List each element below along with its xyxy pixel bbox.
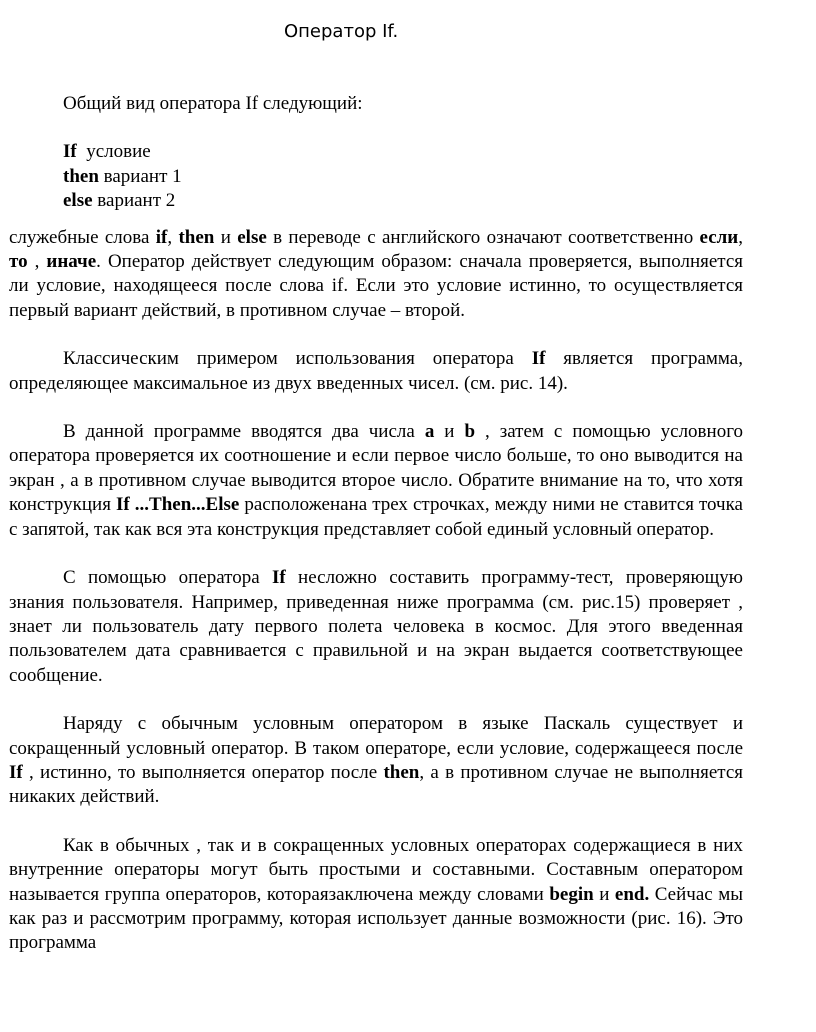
- text: ,: [738, 226, 744, 248]
- paragraph-test: [9, 566, 743, 688]
- syntax-text: условие: [76, 141, 151, 163]
- syntax-line-else: [63, 189, 743, 213]
- text: в переводе с английского означают соответственно: [266, 226, 700, 248]
- text: и: [214, 226, 238, 248]
- page-title: Оператор If.: [284, 21, 399, 42]
- text: и: [434, 421, 465, 443]
- document-body: [9, 92, 744, 956]
- text: Сейчас мы как раз и рассмотрим программу, которая использует данные возможности (рис. 16). Это программа: [9, 883, 743, 954]
- keyword: begin: [549, 883, 594, 905]
- text: В данной программе вводятся два числа: [63, 421, 425, 443]
- keyword: если: [699, 226, 739, 248]
- keyword-then: then: [63, 165, 99, 187]
- text: . Оператор действует следующим образом: сначала проверяется, выполняется ли условие, находящееся после слова if. Если это условие истинно, то осуществляется первый вариант действий, в противном случае – второй.: [9, 251, 743, 321]
- text: , а в противном случае не выполняется никаких действий.: [9, 761, 743, 808]
- text: расположенана трех строчках, между ними не ставится точка с запятой, так как вся эта конструкция представляет собой единый условный оператор.: [9, 494, 743, 540]
- keyword: a: [424, 421, 435, 443]
- paragraph-example: [9, 347, 743, 396]
- paragraph-keywords: [9, 226, 743, 324]
- paragraph-short-if: [9, 712, 743, 810]
- text: Наряду с обычным условным оператором в языке Паскаль существует и сокращенный условный оператор. В таком операторе, если условие, содержащееся после: [9, 713, 743, 759]
- keyword: If ...Then...Else: [116, 494, 240, 516]
- text: Как в обычных , так и в сокращенных условных операторах содержащиеся в них внутренние операторы могут быть простыми и составными. Составным оператором называется группа операторов, котораязаключена между словами: [9, 834, 743, 905]
- text: Классическим примером использования оператора: [63, 348, 532, 370]
- text: и: [593, 883, 615, 905]
- keyword: else: [237, 226, 267, 248]
- syntax-block: [63, 140, 743, 213]
- keyword: то: [9, 251, 28, 273]
- keyword: If: [272, 567, 286, 589]
- syntax-text: вариант 2: [92, 190, 176, 212]
- intro-paragraph: Общий вид оператора If следующий:: [63, 93, 363, 114]
- keyword: then: [178, 226, 215, 248]
- text: ,: [27, 251, 47, 273]
- text: , затем с помощью условного оператора проверяется их соотношение и если первое число больше, то оно выводится на экран , а в противном случае выводится второе число. Обратите внимание на то, что хотя конструкция: [9, 421, 744, 516]
- text: является программа, определяющее максимальное из двух введенных чисел. (см. рис. 14).: [9, 348, 743, 394]
- keyword-else: else: [63, 190, 93, 212]
- text: несложно составить программу-тест, проверяющую знания пользователя. Например, приведенная ниже программа (см. рис.15) проверяет , знает ли пользователь дату первого полета человека в космос. Для этого введенная пользователем дата сравнивается с правильной и на экран выдается соответствующее сообщение.: [9, 567, 744, 686]
- keyword: иначе: [46, 251, 97, 273]
- keyword: If: [9, 761, 23, 783]
- text: служебные слова: [9, 226, 156, 248]
- syntax-line-then: [63, 165, 743, 189]
- paragraph-program: [9, 420, 743, 542]
- keyword: end.: [614, 883, 650, 905]
- text: , истинно, то выполняется оператор после: [22, 761, 384, 783]
- keyword: b: [464, 421, 476, 443]
- text: ,: [167, 226, 179, 248]
- keyword-if: If: [63, 141, 77, 163]
- keyword: If: [531, 348, 546, 370]
- keyword: then: [383, 761, 420, 783]
- keyword: if: [155, 226, 168, 248]
- text: С помощью оператора: [63, 567, 272, 589]
- syntax-text: вариант 1: [98, 165, 182, 187]
- paragraph-compound: [9, 834, 743, 956]
- syntax-line-if: [63, 140, 743, 164]
